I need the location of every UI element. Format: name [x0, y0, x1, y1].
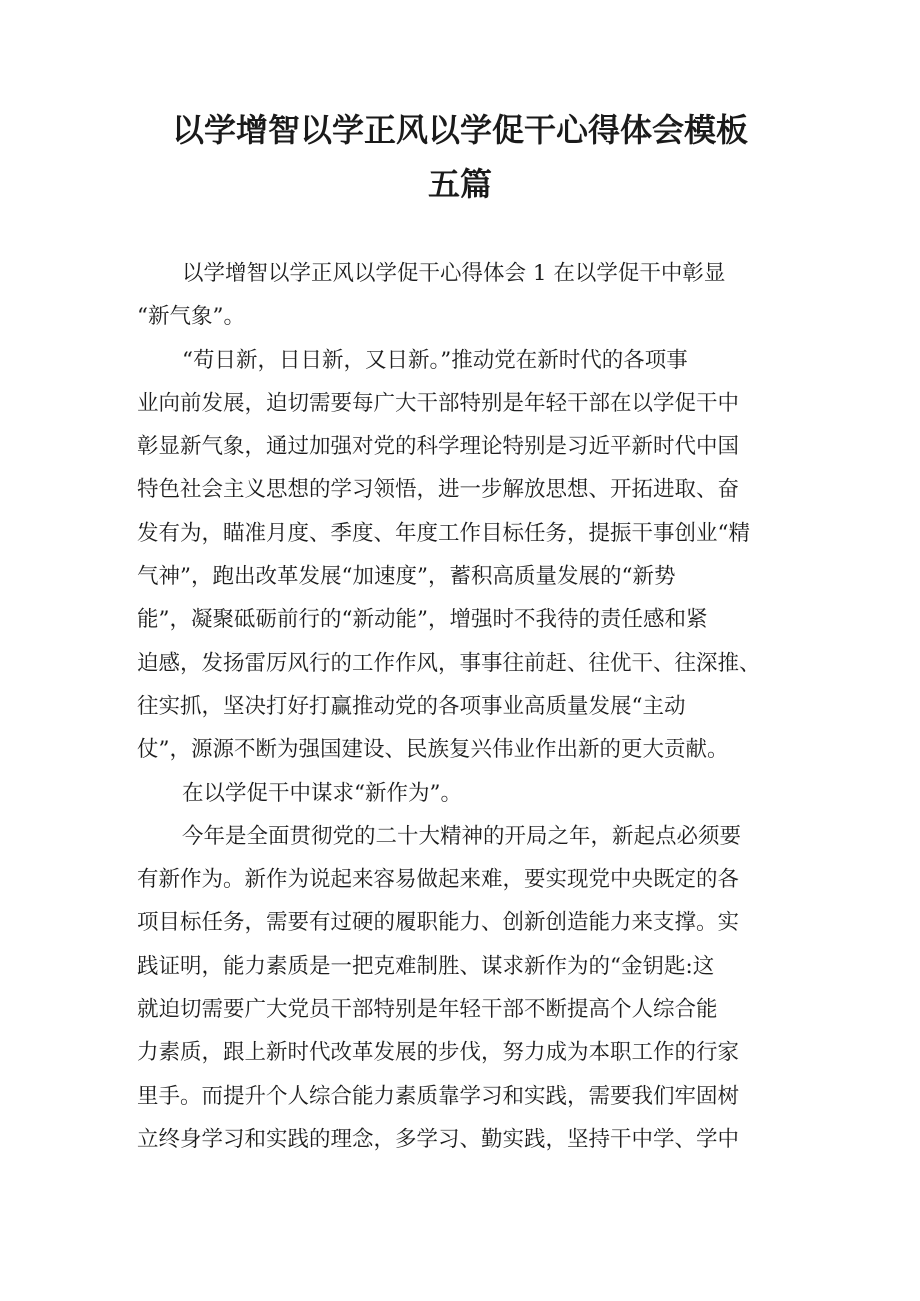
body-text-line: 有新作为。新作为说起来容易做起来难，要实现党中央既定的各: [137, 867, 740, 893]
body-text-line: “苟日新，日日新，又日新。”推动党在新时代的各项事: [182, 347, 688, 373]
body-text-line: 力素质，跟上新时代改革发展的步伐，努力成为本职工作的行家: [137, 1040, 740, 1066]
body-text-line: “新气象”。: [137, 304, 245, 330]
body-text-line: 今年是全面贯彻党的二十大精神的开局之年，新起点必须要: [182, 823, 742, 849]
body-text-line: 践证明，能力素质是一把克难制胜、谋求新作为的“金钥匙:这: [137, 953, 715, 979]
body-text-line: 项目标任务，需要有过硬的履职能力、创新创造能力来支撑。实: [137, 910, 740, 936]
document-title-line-2: 五篇: [427, 165, 492, 203]
body-text-line: 彰显新气象，通过加强对党的科学理论特别是习近平新时代中国: [137, 434, 740, 460]
body-text-line: 仗”，源源不断为强国建设、民族复兴伟业作出新的更大贡献。: [137, 737, 729, 763]
document-title-line-1: 以学增智以学正风以学促干心得体会模板: [171, 111, 748, 149]
body-text-line: 立终身学习和实践的理念，多学习、勤实践，坚持干中学、学中: [137, 1126, 740, 1152]
body-text-line: 以学增智以学正风以学促干心得体会 1 在以学促干中彰显: [182, 261, 726, 286]
body-text-line: 里手。而提升个人综合能力素质靠学习和实践，需要我们牢固树: [137, 1083, 740, 1109]
body-text-line: 能”，凝聚砥砺前行的“新动能”，增强时不我待的责任感和紧: [137, 607, 708, 633]
body-text-line: 业向前发展，迫切需要每广大干部特别是年轻干部在以学促干中: [137, 390, 740, 416]
body-text-line: 在以学促干中谋求“新作为”。: [182, 780, 462, 806]
body-text-line: 就迫切需要广大党员干部特别是年轻干部不断提高个人综合能: [137, 997, 718, 1023]
body-text-line: 迫感，发扬雷厉风行的工作作风，事事往前赶、往优干、往深推、: [137, 650, 761, 676]
body-text-line: 发有为，瞄准月度、季度、年度工作目标任务，提振干事创业“精: [137, 520, 750, 546]
body-text-line: 特色社会主义思想的学习领悟，进一步解放思想、开拓进取、奋: [137, 477, 740, 503]
body-text-line: 气神”，跑出改革发展“加速度”，蓄积高质量发展的“新势: [137, 564, 676, 590]
document-body: [137, 252, 787, 1161]
body-text-line: 往实抓，坚决打好打赢推动党的各项事业高质量发展“主动: [137, 693, 686, 719]
